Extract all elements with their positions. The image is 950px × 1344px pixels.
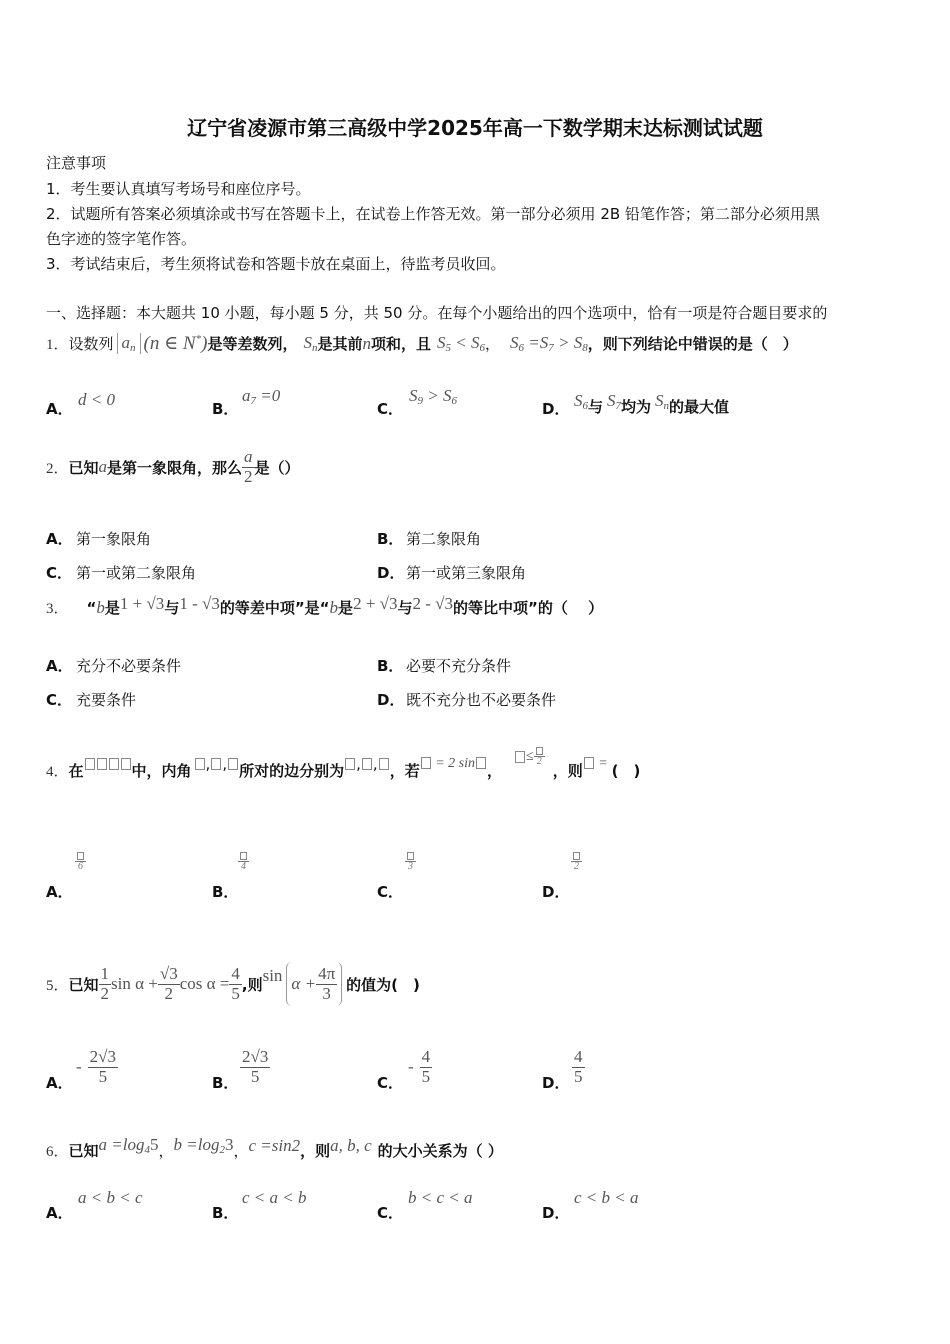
- q4-triangle-placeholder: [84, 755, 132, 773]
- q6-option-c: b < c < a: [408, 1188, 473, 1207]
- q6-text-1: 已知: [68, 1142, 99, 1160]
- q5-a-num: 2√3: [89, 1047, 117, 1066]
- q5-f2-den: 2: [164, 983, 174, 1003]
- q2-option-d: 第一或第三象限角: [406, 564, 527, 582]
- q1-c2-op2: > S: [553, 333, 583, 352]
- q5-f3-den: 5: [231, 983, 240, 1003]
- q5-alpha: α +: [291, 974, 317, 993]
- q3-option-d-label: D．: [377, 691, 405, 709]
- q5-frac-4: [316, 965, 337, 1003]
- q4-b-den: 4: [241, 861, 246, 872]
- q1-d-s7: [607, 391, 621, 412]
- q1-d-s6-s: S: [574, 391, 583, 410]
- q4-c-den: 3: [408, 861, 413, 872]
- q3-text-1: “: [86, 598, 97, 617]
- q6-c: c =sin2: [248, 1135, 301, 1155]
- q5-b-den: 5: [250, 1066, 260, 1086]
- q1-cond-sup: *: [195, 333, 202, 345]
- q1-text-4: 项和，且: [370, 335, 431, 353]
- q3-b1: b: [96, 597, 105, 617]
- q2-frac-num: a: [244, 447, 253, 466]
- q4-condition: [514, 746, 545, 767]
- q1-d-text-3: 的最大值: [669, 398, 730, 416]
- q1-option-c: [409, 386, 457, 407]
- q3-option-b: 必要不充分条件: [406, 657, 512, 675]
- notice-heading: 注意事项: [46, 154, 107, 172]
- q1-option-d-label: D．: [542, 400, 570, 418]
- notice-item-2: 2．试题所有答案必须填涂或书写在答题卡上，在试卷上作答无效。第一部分必须用 2B 铅笔作答；第二部分必须用黑: [46, 205, 820, 223]
- q4-option-c: [405, 851, 416, 872]
- q3-expr-2: 1 - √3: [179, 593, 220, 613]
- q5-cos: cos α =: [179, 974, 230, 993]
- q1-option-c-label: C．: [377, 400, 404, 418]
- q4-option-b-label: B．: [212, 883, 239, 901]
- q5-f3-num: 4: [231, 963, 240, 983]
- q5-f2-num: √3: [159, 963, 178, 983]
- q5-a-den: 5: [98, 1066, 108, 1086]
- q1-d-text-1: 与: [588, 398, 604, 416]
- q3-option-a-label: A．: [46, 657, 73, 675]
- q5-frac-1: [99, 965, 112, 1003]
- q4-equation: [420, 756, 487, 772]
- notice-item-2-cont: 色字迹的签字笔作答。: [46, 230, 197, 248]
- question-number: 3．: [46, 601, 69, 617]
- q4-option-d-label: D．: [542, 883, 570, 901]
- q1-c-s: S: [409, 386, 418, 405]
- q5-text-3: 的值为( ): [346, 975, 420, 994]
- q6-option-d-label: D．: [542, 1204, 570, 1222]
- q4-le: ≤: [526, 748, 534, 764]
- q6-text-3: 的大小关系为（ ）: [377, 1142, 503, 1160]
- q1-sn: [303, 333, 317, 354]
- q3-option-d: 既不充分也不必要条件: [406, 691, 557, 709]
- q1-c-sub1: 9: [417, 395, 423, 407]
- q6-option-d: c < b < a: [574, 1188, 639, 1207]
- question-number: 5．: [46, 977, 69, 994]
- q2-option-c-label: C．: [46, 564, 73, 582]
- q4-eqs: =: [594, 755, 608, 771]
- question-5: [46, 962, 420, 1006]
- q3-b2: b: [329, 597, 339, 617]
- q5-option-d: [572, 1048, 585, 1086]
- q5-d-frac: [572, 1048, 585, 1086]
- q1-text-3: 是其前: [317, 335, 363, 353]
- q4-text-3: 所对的边分别为: [239, 762, 345, 780]
- question-number: 1．: [46, 337, 69, 353]
- q3-option-b-label: B．: [377, 657, 404, 675]
- q5-text-2: ,则: [241, 975, 263, 994]
- q5-sin: sin α +: [111, 974, 158, 993]
- q5-option-c: [408, 1048, 432, 1086]
- q1-d-s7-sub: 7: [615, 400, 622, 412]
- q4-option-b: [238, 851, 249, 872]
- q1-c2-sub3: 8: [582, 342, 588, 354]
- q1-text: 设数列: [68, 335, 114, 353]
- q1-n: n: [362, 333, 371, 353]
- q3-text-7: 的等比中项”的（ ）: [453, 599, 604, 617]
- q6-option-a: a < b < c: [78, 1188, 143, 1207]
- q5-frac-3: [229, 965, 242, 1003]
- q4-eq-text: = 2 sin: [431, 755, 475, 771]
- q1-cond-2: [510, 333, 588, 354]
- q5-c-num: 4: [421, 1047, 431, 1066]
- q2-option-c: 第一或第二象限角: [76, 564, 197, 582]
- q4-option-c-label: C．: [377, 883, 404, 901]
- q2-text-1: 已知: [68, 458, 99, 477]
- q4-text-6: ，则: [552, 762, 583, 780]
- q5-f1-den: 2: [100, 983, 110, 1003]
- q1-comma: ，: [484, 335, 500, 353]
- question-number: 2．: [46, 460, 69, 477]
- q6-text-2: ，则: [300, 1142, 331, 1160]
- q1-cond: [144, 332, 208, 355]
- q1-option-a-label: A．: [46, 400, 73, 418]
- q5-a-sign: -: [76, 1057, 82, 1077]
- q6-option-b-label: B．: [212, 1204, 239, 1222]
- q1-c1-s: S: [436, 333, 446, 352]
- q4-text-7: ( ): [611, 762, 641, 780]
- q4-target: [583, 756, 608, 772]
- q5-d-den: 5: [574, 1066, 583, 1086]
- q3-text-3: 与: [164, 599, 180, 617]
- q2-a: a: [98, 457, 108, 477]
- q1-c2-sub: 6: [518, 342, 524, 354]
- q5-f4-den: 3: [322, 983, 331, 1003]
- q1-c1-op: < S: [450, 333, 480, 352]
- q1-c2-op1: =S: [523, 333, 549, 352]
- q1-d-s6: [574, 391, 588, 412]
- q3-option-a: 充分不必要条件: [76, 657, 182, 675]
- q3-text-4: 的等差中项”是“: [219, 599, 330, 617]
- q6-option-a-label: A．: [46, 1204, 73, 1222]
- q5-b-num: 2√3: [242, 1047, 269, 1066]
- q5-c-frac: [420, 1048, 433, 1086]
- q4-le-den: 2: [536, 756, 542, 767]
- q5-option-a: [76, 1048, 118, 1086]
- q3-text-5: 是: [338, 599, 354, 617]
- q1-cond-end: ): [201, 333, 208, 354]
- q5-d-num: 4: [574, 1047, 583, 1066]
- q1-option-a: d < 0: [78, 390, 115, 409]
- q6-option-b: c < a < b: [242, 1188, 307, 1207]
- q2-option-a-label: A．: [46, 530, 73, 548]
- q1-d-text-2: 均为: [621, 398, 652, 416]
- question-4: [46, 748, 641, 781]
- q1-seq: [117, 333, 141, 354]
- q5-b-frac: [240, 1048, 270, 1086]
- q5-f4-num: 4π: [318, 963, 336, 983]
- q1-c2-s: S: [509, 333, 519, 352]
- q1-seq-a: a: [121, 333, 131, 352]
- q6-b-expr: b =log: [173, 1135, 220, 1154]
- q1-sn-s: S: [303, 333, 312, 352]
- q5-frac-2: [158, 965, 180, 1003]
- q4-angles-placeholder: , ,: [194, 755, 240, 773]
- q6-a-expr: a =log: [98, 1135, 145, 1154]
- q5-option-d-label: D．: [542, 1074, 570, 1092]
- q5-sin-word: sin: [262, 966, 283, 985]
- q2-option-b: 第二象限角: [406, 530, 482, 548]
- q1-text-5: ，则下列结论中错误的是（ ）: [587, 335, 798, 353]
- q1-d-s7-s: S: [607, 391, 616, 410]
- q2-option-b-label: B．: [377, 530, 404, 548]
- q4-text-5: ，: [487, 762, 503, 780]
- q5-option-c-label: C．: [377, 1074, 404, 1092]
- question-3: [46, 593, 604, 618]
- q4-option-a-label: A．: [46, 883, 73, 901]
- q2-text-3: 是（）: [254, 458, 300, 477]
- q5-c-den: 5: [421, 1066, 431, 1086]
- page-title: 辽宁省凌源市第三高级中学2025年高一下数学期末达标测试试题: [187, 116, 763, 140]
- q6-option-c-label: C．: [377, 1204, 404, 1222]
- q1-option-b-label: B．: [212, 400, 239, 418]
- q6-b-end: 3: [224, 1135, 234, 1154]
- q1-d-sn: [655, 391, 669, 412]
- q5-c-sign: -: [408, 1057, 414, 1077]
- q6-a: [99, 1135, 159, 1156]
- section-heading: 一、选择题：本大题共 10 小题，每小题 5 分，共 50 分。在每个小题给出的四个选项中，恰有一项是符合题目要求的: [46, 304, 828, 322]
- q1-d-sn-s: S: [655, 391, 664, 410]
- q3-expr-3: 2 + √3: [353, 593, 398, 613]
- notice-item-3: 3．考试结束后，考生须将试卷和答题卡放在桌面上，待监考员收回。: [46, 255, 506, 273]
- q4-a-den: 6: [78, 861, 83, 872]
- q5-option-b: [240, 1048, 270, 1086]
- q6-abc: a, b, c: [330, 1135, 372, 1155]
- q4-option-d: [571, 851, 582, 872]
- q1-sn-sub: n: [311, 342, 318, 354]
- q3-text-2: 是: [104, 599, 120, 617]
- q6-a-end: 5: [149, 1135, 159, 1154]
- q1-text-2: 是等差数列，: [207, 335, 298, 353]
- question-6: [46, 1135, 503, 1161]
- q4-text-1: 在: [68, 762, 84, 780]
- q3-option-c: 充要条件: [76, 691, 137, 709]
- q4-text-2: 中，内角: [131, 762, 192, 780]
- q2-option-d-label: D．: [377, 564, 405, 582]
- q6-b-sub: 2: [219, 1144, 225, 1156]
- q1-cond-1: [437, 333, 485, 354]
- q5-paren: [286, 962, 342, 1006]
- q2-frac-den: 2: [244, 466, 253, 486]
- question-1: [46, 332, 798, 355]
- question-2: [46, 448, 300, 486]
- q1-c-op: > S: [423, 386, 452, 405]
- question-number: 6．: [46, 1144, 69, 1160]
- q5-a-frac: [88, 1048, 118, 1086]
- q4-sides-placeholder: , ,: [344, 755, 390, 773]
- q3-expr-4: 2 - √3: [412, 593, 453, 613]
- q1-b-a: a: [242, 386, 251, 405]
- q6-a-sub: 4: [144, 1144, 150, 1156]
- q1-c2-sub2: 7: [548, 342, 554, 354]
- q6-comma-1: ，: [158, 1142, 174, 1160]
- q6-b: [174, 1135, 234, 1156]
- q1-d-s6-sub: 6: [582, 400, 588, 412]
- question-number: 4．: [46, 764, 69, 780]
- q1-option-d: [574, 386, 729, 417]
- q2-fraction: [242, 448, 255, 486]
- q5-option-a-label: A．: [46, 1074, 73, 1092]
- q4-d-den: 2: [574, 861, 579, 872]
- q4-text-4: ，若: [389, 762, 420, 780]
- q5-text-1: 已知: [68, 975, 99, 994]
- q1-b-rest: =0: [256, 386, 281, 405]
- q1-cond-text: (n ∈ N: [143, 333, 196, 354]
- q3-text-6: 与: [397, 599, 413, 617]
- q3-expr-1: 1 + √3: [119, 593, 165, 613]
- q5-f1-num: 1: [100, 963, 110, 983]
- q4-option-a: [75, 851, 86, 872]
- q1-option-b: [242, 386, 280, 407]
- q1-c-sub2: 6: [451, 395, 457, 407]
- q5-option-b-label: B．: [212, 1074, 239, 1092]
- q2-text-2: 是第一象限角，那么: [107, 458, 243, 477]
- q3-option-c-label: C．: [46, 691, 73, 709]
- q6-comma-2: ，: [233, 1142, 249, 1160]
- q1-c1-sub: 5: [445, 342, 451, 354]
- q2-option-a: 第一象限角: [76, 530, 152, 548]
- q1-b-sub: 7: [250, 395, 256, 407]
- q1-d-sn-sub: n: [663, 400, 670, 412]
- q1-seq-sub: n: [130, 342, 136, 354]
- notice-item-1: 1．考生要认真填写考场号和座位序号。: [46, 180, 311, 198]
- q1-c1-sub2: 6: [479, 342, 485, 354]
